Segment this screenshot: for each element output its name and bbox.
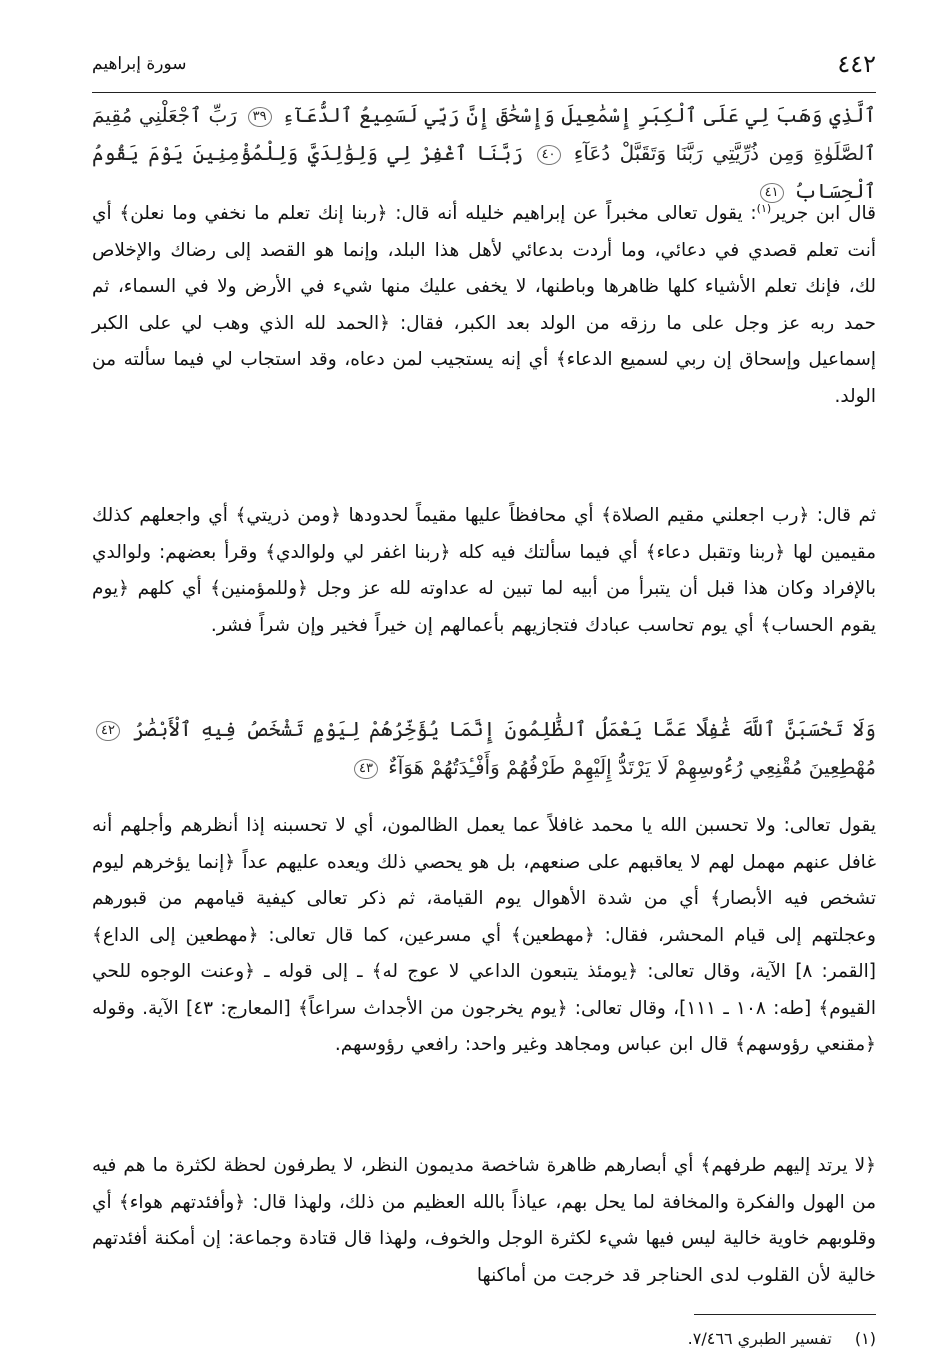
verse-text: مُهْطِعِينَ مُقْنِعِي رُءُوسِهِمْ لَا يَرْتَدُّ إِلَيْهِمْ طَرْفُهُمْ وَأَفْـِٔدَتُهُمْ هَوَآءٌ (388, 755, 876, 779)
verse-text: ذُرِّيَّتِي رَبَّنَا وَتَقَبَّلْ دُعَآءِ (573, 141, 760, 165)
paragraph-text: ثم قال: ﴿رب اجعلني مقيم الصلاة﴾ أي محافظاً عليها مقيماً لحدودها ﴿ومن ذريتي﴾ أي واجعلهم كذلك مقيمين لها ﴿ربنا وتقبل دعاء﴾ أي فيما سألتك فيه كله ﴿ربنا اغفر لي ولوالدي﴾ وقرأ بعضهم: ولوالدي بالإفراد وكان هذا قبل أن يتبرأ من أبيه لما تبين له عداوته لله عز وجل ﴿وللمؤمنين﴾ أي كلهم ﴿يوم يقوم الحساب﴾ أي يوم تحاسب عبادك فتجازيهم بأعمالهم إن خيراً فخير وإن شراً فشر. (92, 505, 876, 636)
surah-name: سورة إبراهيم (92, 54, 187, 74)
ayah-number-marker: ٣٩ (248, 107, 272, 127)
tafsir-paragraph-1 (92, 191, 876, 415)
quran-verses-42-43 (92, 710, 876, 788)
paragraph-text-rest: : يقول تعالى مخبراً عن إبراهيم خليله أنه قال: ﴿ربنا إنك تعلم ما نخفي وما نعلن﴾ أي أنت تعلم قصدي في دعائي، وما أردت بدعائي لأهل هذا البلد، وإنما هو القصد إلى رضاك والإخلاص لك، فإنك تعلم الأشياء كلها ظاهرها وباطنها، لا يخفى عليك منها شيء في الأرض ولا في السماء، ثم حمد ربه عز وجل على ما رزقه من الولد بعد الكبر، فقال: ﴿الحمد لله الذي وهب لي على الكبر إسماعيل وإسحاق إن ربي لسميع الدعاء﴾ أي إنه يستجيب لمن دعاه، وقد استجاب لي فيما سألته من الولد. (92, 203, 876, 407)
verse-text: وَلَا تَحْسَبَنَّ ٱللَّهَ غَٰفِلًا عَمَّا يَعْمَلُ ٱلظَّٰلِمُونَ إِنَّمَا يُؤَخِّرُهُمْ لِيَوْمٍ تَشْخَصُ فِيهِ ٱلْأَبْصَٰرُ (133, 717, 876, 741)
tafsir-paragraph-2 (92, 498, 876, 644)
page-number: ٤٤٢ (837, 50, 876, 78)
verse-text: رَبِّ ٱجْعَلْنِي مُقِيمَ ٱلصَّلَوٰةِ وَمِن (92, 103, 877, 165)
footnote (688, 1326, 876, 1352)
ayah-number-marker: ٤٢ (96, 721, 120, 741)
ayah-number-marker: ٤٠ (537, 145, 561, 165)
verse-text: ٱلَّذِي وَهَبَ لِي عَلَى ٱلْكِبَرِ إِسْمَٰعِيلَ وَإِسْحَٰقَ إِنَّ رَبِّي لَسَمِيعُ ٱلدُّعَآءِ (282, 103, 876, 127)
page-header (92, 48, 876, 88)
book-page (92, 48, 876, 1348)
paragraph-text (92, 191, 876, 415)
ayah-number-marker: ٤٣ (354, 759, 378, 779)
footnote-text: تفسير الطبري ٧/٤٦٦. (687, 1329, 832, 1348)
tafsir-paragraph-4 (92, 1148, 876, 1294)
footnote-marker: (١) (854, 1329, 876, 1348)
footnote-divider (694, 1314, 876, 1315)
paragraph-text: يقول تعالى: ولا تحسبن الله يا محمد غافلاً عما يعمل الظالمون، أي لا تحسبنه إذا أنظرهم وأجلهم أنه غافل عنهم مهمل لهم لا يعاقبهم على صنعهم، بل هو يحصي ذلك ويعده عليهم عداً ﴿إنما يؤخرهم ليوم تشخص فيه الأبصار﴾ أي من شدة الأهوال يوم القيامة، ثم ذكر تعالى كيفية قيامهم من قبورهم وعجلتهم إلى قيام المحشر، فقال: ﴿مهطعين﴾ أي مسرعين، كما قال تعالى: ﴿مهطعين إلى الداع﴾ [القمر: ٨] الآية، وقال تعالى: ﴿يومئذ يتبعون الداعي لا عوج له﴾ ـ إلى قوله ـ ﴿وعنت الوجوه للحي القيوم﴾ [طه: ١٠٨ ـ ١١١]، وقال تعالى: ﴿يوم يخرجون من الأجداث سراعاً﴾ [المعارج: ٤٣] الآية. وقوله ﴿مقنعي رؤوسهم﴾ قال ابن عباس ومجاهد وغير واحد: رافعي رؤوسهم. (92, 815, 876, 1055)
verse-text: رَبَّنَا ٱغْفِرْ لِي وَلِوَٰلِدَيَّ وَلِلْمُؤْمِنِينَ يَوْمَ يَقُومُ ٱلْحِسَابُ (92, 141, 876, 203)
paragraph-text: ﴿لا يرتد إليهم طرفهم﴾ أي أبصارهم ظاهرة شاخصة مديمون النظر، لا يطرفون لحظة لكثرة ما هم فيه من الهول والفكرة والمخافة لما يحل بهم، عياذاً بالله العظيم من ذلك، ولهذا قال: ﴿وأفئدتهم هواء﴾ أي وقلوبهم خاوية خالية ليس فيها شيء لكثرة الوجل والخوف، ولهذا قال قتادة وجماعة: إن أمكنة أفئدتهم خالية لأن القلوب لدى الحناجر قد خرجت من أماكنها (92, 1155, 876, 1286)
header-divider (92, 92, 876, 93)
tafsir-paragraph-3 (92, 808, 876, 1064)
footnote-reference[interactable]: (١) (756, 202, 772, 215)
ayah-number-marker: ٤١ (760, 183, 784, 203)
paragraph-text-start: قال ابن جرير (771, 203, 876, 225)
quran-verses-39-41 (92, 96, 877, 203)
